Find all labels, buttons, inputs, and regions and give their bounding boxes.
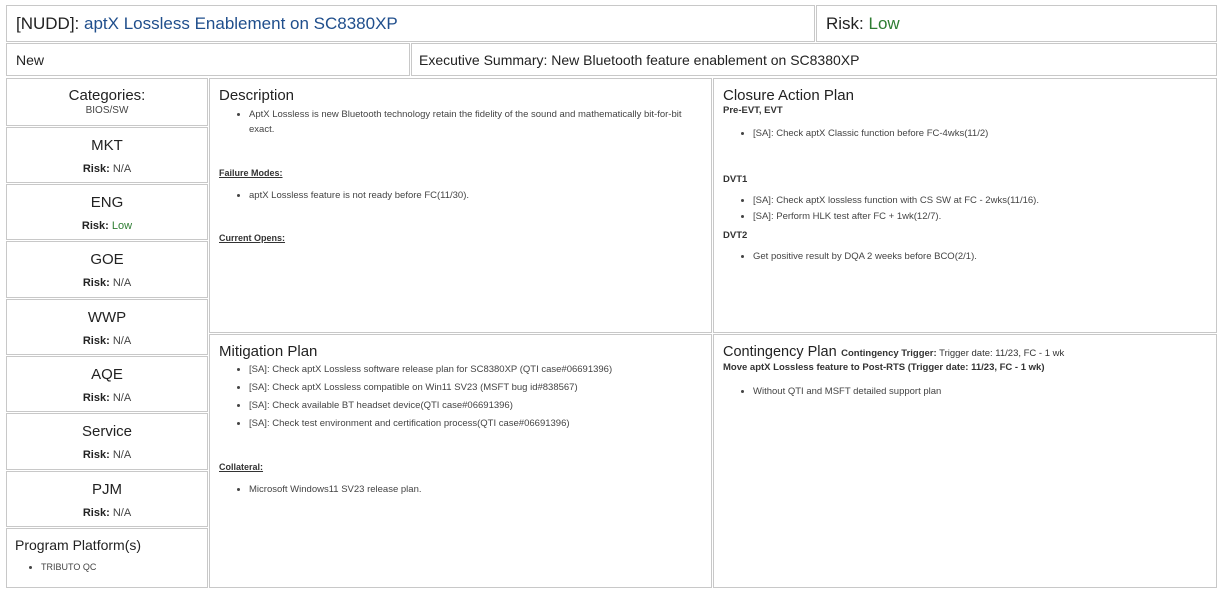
team-risk: Risk: N/A [82, 277, 132, 289]
collateral-label: Collateral: [219, 462, 264, 472]
contingency-list [723, 384, 1207, 399]
description-panel [209, 78, 712, 333]
list-item: • Microsoft Windows11 SV23 release plan. [249, 482, 702, 497]
collateral-list [219, 482, 702, 497]
categories-cell [6, 78, 208, 126]
phase-dvt2: DVT2 [723, 230, 748, 241]
team-risk: Risk: N/A [82, 449, 132, 461]
list-item: • [SA]: Perform HLK test after FC + 1wk(12/7). [753, 209, 1207, 224]
risk-value: Low [868, 14, 900, 33]
list-item: • [SA]: Check available BT headset device(QTI case#06691396) [249, 397, 702, 414]
team-risk: Risk: N/A [82, 335, 132, 347]
program-platform-cell [6, 528, 208, 588]
current-opens-label: Current Opens: [219, 233, 286, 243]
team-cell-eng [6, 184, 208, 240]
status-cell [6, 43, 410, 76]
list-item: • [SA]: Check aptX lossless function with CS SW at FC - 2wks(11/16). [753, 193, 1207, 208]
team-name: GOE [90, 251, 124, 268]
description-list [219, 107, 702, 137]
status-text: New [16, 52, 45, 68]
contingency-trigger: Contingency Trigger: Trigger date: 11/23, FC - 1 wk [841, 348, 1065, 359]
description-title: Description [219, 87, 295, 104]
program-platform-title: Program Platform(s) [15, 537, 142, 553]
phase-dvt1-list [723, 193, 1207, 224]
categories-value: BIOS/SW [85, 105, 129, 116]
phase-dvt1: DVT1 [723, 174, 748, 185]
risk-label: Risk: [826, 14, 864, 33]
mitigation-title: Mitigation Plan [219, 343, 318, 360]
categories-title: Categories: [68, 87, 146, 104]
list-item: • [SA]: Check aptX Classic function before FC-4wks(11/2) [753, 126, 1207, 141]
team-name: AQE [91, 366, 123, 383]
report-title [6, 5, 815, 42]
executive-summary [411, 43, 1217, 76]
list-item: • [SA]: Check test environment and certification process(QTI case#06691396) [249, 415, 702, 432]
list-item: • TRIBUTO QC [41, 562, 199, 572]
team-name: Service [81, 423, 133, 440]
team-cell-wwp [6, 299, 208, 355]
title-tag: [NUDD]: [16, 14, 80, 33]
contingency-move-line: Move aptX Lossless feature to Post-RTS (Trigger date: 11/23, FC - 1 wk) [723, 362, 1045, 373]
list-item: • Without QTI and MSFT detailed support plan [753, 384, 1207, 399]
team-cell-aqe [6, 356, 208, 412]
list-item: • [SA]: Check aptX Lossless compatible on Win11 SV23 (MSFT bug id#838567) [249, 379, 702, 396]
team-cell-goe [6, 241, 208, 298]
team-cell-pjm [6, 471, 208, 527]
contingency-title: Contingency Plan [723, 344, 837, 360]
closure-title: Closure Action Plan [723, 87, 854, 104]
team-risk: Risk: N/A [82, 392, 132, 404]
phase-dvt2-list [723, 249, 1207, 264]
list-item: • aptX Lossless feature is not ready before FC(11/30). [249, 188, 702, 203]
contingency-plan-panel [713, 334, 1217, 588]
team-name: ENG [90, 194, 124, 211]
phase-pre-evt-list [723, 126, 1207, 141]
team-cell-service [6, 413, 208, 470]
title-text: aptX Lossless Enablement on SC8380XP [84, 14, 398, 33]
list-item: • AptX Lossless is new Bluetooth technology retain the fidelity of the sound and mathematically bit-for-bit exact. [249, 107, 702, 137]
team-risk: Risk: Low [81, 220, 133, 232]
team-name: MKT [91, 137, 123, 154]
mitigation-list [219, 361, 702, 432]
team-name: PJM [92, 481, 122, 498]
phase-pre-evt: Pre-EVT, EVT [723, 105, 783, 116]
program-platform-list [15, 562, 199, 572]
failure-modes-list [219, 188, 702, 203]
team-name: WWP [87, 309, 127, 326]
executive-summary-text: Executive Summary: New Bluetooth feature enablement on SC8380XP [419, 52, 860, 68]
team-risk: Risk: N/A [82, 507, 132, 519]
failure-modes-label: Failure Modes: [219, 168, 283, 178]
list-item: • [SA]: Check aptX Lossless software release plan for SC8380XP (QTI case#06691396) [249, 361, 702, 378]
team-risk: Risk: N/A [82, 163, 132, 175]
closure-action-plan-panel [713, 78, 1217, 333]
mitigation-plan-panel [209, 334, 712, 588]
list-item: • Get positive result by DQA 2 weeks before BCO(2/1). [753, 249, 1207, 264]
overall-risk [816, 5, 1217, 42]
team-cell-mkt [6, 127, 208, 183]
